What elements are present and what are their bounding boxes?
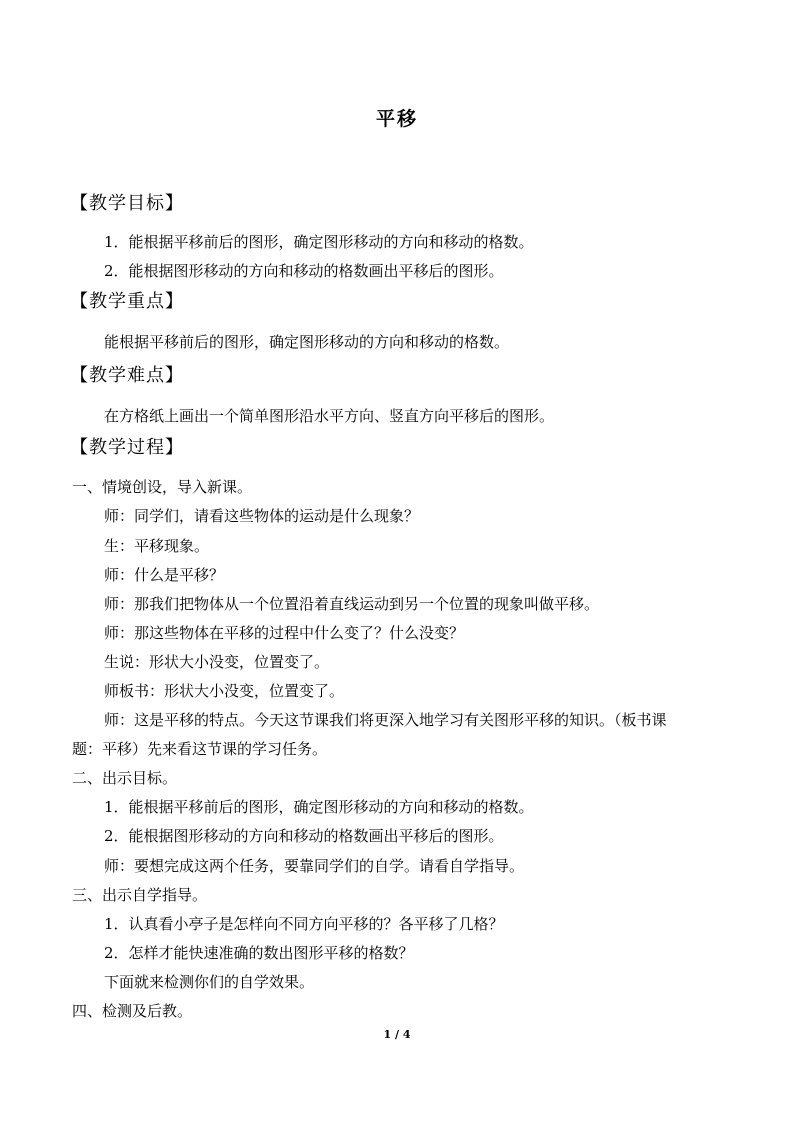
dialogue-line: 师板书：形状大小没变，位置变了。 xyxy=(104,682,345,700)
dialogue-line: 师：什么是平移？ xyxy=(104,566,225,584)
section-title: 三、出示自学指导。 xyxy=(72,886,208,904)
dialogue-line: 师：这是平移的特点。今天这节课我们将更深入地学习有关图形平移的知识。（板书课 xyxy=(104,711,667,729)
page-number: 1 / 4 xyxy=(383,1028,411,1041)
heading-difficulties: 【教学难点】 xyxy=(70,365,184,386)
dialogue-line: 师：那这些物体在平移的过程中什么变了？什么没变？ xyxy=(104,624,465,642)
objective-item: 2．能根据图形移动的方向和移动的格数画出平移后的图形。 xyxy=(104,262,504,280)
heading-process: 【教学过程】 xyxy=(70,437,184,458)
dialogue-line: 题：平移）先来看这节课的学习任务。 xyxy=(72,740,328,758)
key-point-text: 能根据平移前后的图形，确定图形移动的方向和移动的格数。 xyxy=(104,333,510,351)
dialogue-line: 师：那我们把物体从一个位置沿着直线运动到另一个位置的现象叫做平移。 xyxy=(104,595,600,613)
page-title: 平移 xyxy=(375,108,418,130)
heading-key-points: 【教学重点】 xyxy=(70,291,184,312)
dialogue-line: 生说：形状大小没变，位置变了。 xyxy=(104,653,330,671)
dialogue-line: 师：同学们，请看这些物体的运动是什么现象？ xyxy=(104,507,420,525)
guide-item: 2．怎样才能快速准确的数出图形平移的格数？ xyxy=(104,944,414,962)
objective-item: 1．能根据平移前后的图形，确定图形移动的方向和移动的格数。 xyxy=(104,798,534,816)
section-title: 一、情境创设，导入新课。 xyxy=(72,478,253,496)
guide-item: 1．认真看小亭子是怎样向不同方向平移的？各平移了几格？ xyxy=(104,915,504,933)
objective-item: 2．能根据图形移动的方向和移动的格数画出平移后的图形。 xyxy=(104,827,504,845)
guide-item: 下面就来检测你们的自学效果。 xyxy=(104,973,315,991)
dialogue-line: 生：平移现象。 xyxy=(104,537,210,555)
dialogue-line: 师：要想完成这两个任务，要靠同学们的自学。请看自学指导。 xyxy=(104,857,525,875)
section-title: 二、出示目标。 xyxy=(72,769,178,787)
objective-item: 1．能根据平移前后的图形，确定图形移动的方向和移动的格数。 xyxy=(104,233,534,251)
difficulty-text: 在方格纸上画出一个简单图形沿水平方向、竖直方向平移后的图形。 xyxy=(104,407,555,425)
section-title: 四、检测及后教。 xyxy=(72,1002,193,1020)
heading-objectives: 【教学目标】 xyxy=(70,193,184,214)
